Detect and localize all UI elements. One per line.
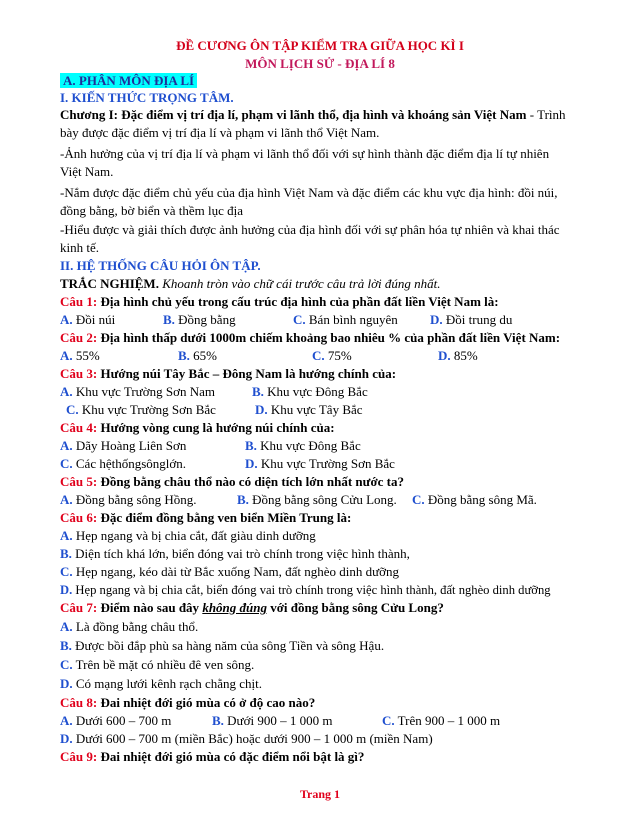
- option-letter: D.: [60, 583, 73, 597]
- question-number: Câu 9:: [60, 749, 98, 764]
- tn-label: TRẮC NGHIỆM.: [60, 276, 159, 291]
- q7-option-b[interactable]: [60, 638, 384, 654]
- option-letter: B.: [60, 638, 72, 653]
- q2-option-d[interactable]: [438, 348, 478, 364]
- q6-option-d[interactable]: [60, 582, 551, 598]
- question-number: Câu 4:: [60, 420, 98, 435]
- option-text: Khu vực Trường Sơn Bắc: [257, 456, 395, 471]
- q7-option-d[interactable]: [60, 676, 262, 692]
- q8-option-a[interactable]: [60, 713, 171, 729]
- option-text: 85%: [450, 348, 478, 363]
- option-text: Đồi trung du: [442, 312, 513, 327]
- doc-subtitle: MÔN LỊCH SỬ - ĐỊA LÍ 8: [245, 56, 395, 71]
- option-letter: D.: [438, 348, 451, 363]
- option-letter: C.: [60, 456, 73, 471]
- option-letter: A.: [60, 492, 73, 507]
- option-text: Khu vực Đông Bắc: [263, 384, 368, 399]
- question-text: Đai nhiệt đới gió mùa có đặc điểm nổi bật là gì?: [97, 749, 365, 764]
- option-letter: B.: [237, 492, 249, 507]
- point-3b: kinh tế.: [60, 240, 99, 255]
- question-number: Câu 8:: [60, 695, 98, 710]
- option-text: Đồng bằng sông Mã.: [424, 492, 537, 507]
- section-a-heading: [60, 73, 197, 89]
- option-text: Đồi núi: [72, 312, 116, 327]
- option-letter: C.: [66, 402, 79, 417]
- question-7: [60, 600, 444, 616]
- option-text: Bán bình nguyên: [305, 312, 398, 327]
- option-text: Đồng bằng sông Cửu Long.: [248, 492, 397, 507]
- option-letter: A.: [60, 528, 73, 543]
- q2-option-a[interactable]: [60, 348, 100, 364]
- option-letter: C.: [382, 713, 395, 728]
- option-text: Hẹp ngang và bị chia cắt, đất giàu dinh dưỡng: [72, 528, 316, 543]
- q3-option-c[interactable]: [66, 402, 216, 418]
- question-text-emphasis: không đúng: [202, 600, 267, 615]
- point-3a: -Hiểu được và giải thích được ảnh hưởng của địa hình đối với sự phân hóa tự nhiên và khai thác: [60, 222, 560, 237]
- question-5: [60, 474, 404, 490]
- question-number: Câu 7:: [60, 600, 98, 615]
- q1-option-b[interactable]: [163, 312, 236, 328]
- question-9: [60, 749, 364, 765]
- tn-line: [60, 276, 441, 292]
- question-2: [60, 330, 560, 346]
- q7-option-c[interactable]: [60, 657, 254, 673]
- question-number: Câu 2:: [60, 330, 98, 345]
- question-text: Đặc điểm đồng bằng ven biển Miền Trung là:: [97, 510, 352, 525]
- option-text: 55%: [72, 348, 100, 363]
- question-text: Hướng vòng cung là hướng núi chính của:: [97, 420, 335, 435]
- option-letter: C.: [293, 312, 306, 327]
- chapter-title: Chương I: Đặc điểm vị trí địa lí, phạm vi lãnh thổ, địa hình và khoáng sản Việt Nam: [60, 107, 527, 122]
- doc-title: ĐỀ CƯƠNG ÔN TẬP KIỂM TRA GIỮA HỌC KÌ I: [176, 38, 464, 53]
- option-text: Các hệthốngsônglớn.: [72, 456, 187, 471]
- option-text: Khu vực Trường Sơn Bắc: [78, 402, 216, 417]
- question-8: [60, 695, 315, 711]
- option-text: Đồng bằng sông Hồng.: [72, 492, 197, 507]
- option-letter: D.: [60, 676, 73, 691]
- page-number: Trang 1: [299, 787, 341, 801]
- q2-option-b[interactable]: [178, 348, 217, 364]
- q8-option-c[interactable]: [382, 713, 500, 729]
- option-letter: B.: [60, 546, 72, 561]
- q2-option-c[interactable]: [312, 348, 352, 364]
- question-text: Đồng bằng châu thổ nào có diện tích lớn nhất nước ta?: [97, 474, 405, 489]
- q4-option-a[interactable]: [60, 438, 186, 454]
- option-letter: D.: [245, 456, 258, 471]
- question-text: Địa hình chủ yếu trong cấu trúc địa hình của phần đất liền Việt Nam là:: [97, 294, 499, 309]
- option-text: Là đồng bằng châu thổ.: [72, 619, 199, 634]
- option-letter: A.: [60, 619, 73, 634]
- tn-instruction: Khoanh tròn vào chữ cái trước câu trả lời đúng nhất.: [158, 276, 441, 291]
- part1-heading: I. KIẾN THỨC TRỌNG TÂM.: [60, 90, 234, 105]
- option-text: Khu vực Tây Bắc: [267, 402, 363, 417]
- point-2a: -Nắm được đặc điểm chủ yếu của địa hình Việt Nam và đặc điểm các khu vực địa hình: đồi núi,: [60, 185, 558, 200]
- q3-option-b[interactable]: [252, 384, 368, 400]
- q3-option-d[interactable]: [255, 402, 363, 418]
- option-letter: C.: [60, 564, 73, 579]
- question-4: [60, 420, 335, 436]
- question-text-pre: Điểm nào sau đây: [97, 600, 203, 615]
- point-1b: Việt Nam.: [60, 164, 114, 179]
- question-text: Hướng núi Tây Bắc – Đông Nam là hướng chính của:: [97, 366, 397, 381]
- point-2b: đồng bằng, bờ biển và thềm lục địa: [60, 203, 244, 218]
- option-letter: C.: [412, 492, 425, 507]
- question-number: Câu 3:: [60, 366, 98, 381]
- option-letter: A.: [60, 312, 73, 327]
- chapter-rest: - Trình: [526, 107, 566, 122]
- q5-option-b[interactable]: [237, 492, 397, 508]
- q6-option-b[interactable]: [60, 546, 410, 562]
- option-text: Dãy Hoàng Liên Sơn: [72, 438, 187, 453]
- q6-option-a[interactable]: [60, 528, 316, 544]
- q5-option-c[interactable]: [412, 492, 537, 508]
- option-text: Trên bề mặt có nhiều đê ven sông.: [72, 657, 255, 672]
- option-letter: A.: [60, 384, 73, 399]
- section-a-label: A. PHÂN MÔN ĐỊA LÍ: [60, 73, 197, 88]
- option-text: Dưới 600 – 700 m (miền Bắc) hoặc dưới 900 – 1 000 m (miền Nam): [72, 731, 433, 746]
- option-text: Hẹp ngang, kéo dài từ Bắc xuống Nam, đất nghèo dinh dưỡng: [72, 564, 400, 579]
- option-letter: A.: [60, 348, 73, 363]
- question-3: [60, 366, 396, 382]
- option-letter: D.: [60, 731, 73, 746]
- question-number: Câu 6:: [60, 510, 98, 525]
- option-letter: C.: [60, 657, 73, 672]
- point-1a: -Ảnh hưởng của vị trí địa lí và phạm vi lãnh thổ đối với sự hình thành đặc điểm địa lí tự nhiên: [60, 146, 550, 161]
- question-text: Địa hình thấp dưới 1000m chiếm khoảng bao nhiêu % của phần đất liền Việt Nam:: [97, 330, 561, 345]
- question-1: [60, 294, 499, 310]
- q8-option-d[interactable]: [60, 731, 433, 747]
- q4-option-c[interactable]: [60, 456, 186, 472]
- q3-option-a[interactable]: [60, 384, 215, 400]
- q7-option-a[interactable]: [60, 619, 198, 635]
- option-text: Trên 900 – 1 000 m: [394, 713, 501, 728]
- option-letter: A.: [60, 713, 73, 728]
- option-letter: D.: [255, 402, 268, 417]
- option-text: Hẹp ngang và bị chia cắt, biển đóng vai trò chính trong việc hình thành, đất nghèo dinh dưỡng: [72, 583, 551, 597]
- question-number: Câu 5:: [60, 474, 98, 489]
- chapter-line-2: bày được đặc điểm vị trí địa lí và phạm vi lãnh thổ Việt Nam.: [60, 125, 380, 140]
- option-text: Dưới 600 – 700 m: [72, 713, 172, 728]
- option-letter: B.: [178, 348, 190, 363]
- chapter-line: [60, 107, 566, 123]
- q4-option-b[interactable]: [245, 438, 361, 454]
- option-text: 75%: [324, 348, 352, 363]
- option-letter: B.: [252, 384, 264, 399]
- option-letter: B.: [163, 312, 175, 327]
- q8-option-b[interactable]: [212, 713, 332, 729]
- option-letter: A.: [60, 438, 73, 453]
- option-letter: C.: [312, 348, 325, 363]
- option-letter: D.: [430, 312, 443, 327]
- question-6: [60, 510, 351, 526]
- q1-option-c[interactable]: [293, 312, 398, 328]
- question-text-post: với đồng bằng sông Cửu Long?: [266, 600, 444, 615]
- q4-option-d[interactable]: [245, 456, 395, 472]
- option-text: Có mạng lưới kênh rạch chằng chịt.: [72, 676, 263, 691]
- question-text: Đai nhiệt đới gió mùa có ở độ cao nào?: [97, 695, 316, 710]
- q5-option-a[interactable]: [60, 492, 197, 508]
- option-text: Đồng bằng: [174, 312, 236, 327]
- option-letter: B.: [245, 438, 257, 453]
- q1-option-d[interactable]: [430, 312, 512, 328]
- option-text: Được bồi đắp phù sa hàng năm của sông Tiền và sông Hậu.: [71, 638, 385, 653]
- question-number: Câu 1:: [60, 294, 98, 309]
- option-text: Khu vực Đông Bắc: [256, 438, 361, 453]
- q6-option-c[interactable]: [60, 564, 399, 580]
- option-text: Diện tích khá lớn, biển đóng vai trò chính trong việc hình thành,: [71, 546, 410, 561]
- part2-heading: II. HỆ THỐNG CÂU HỎI ÔN TẬP.: [60, 258, 261, 273]
- q1-option-a[interactable]: [60, 312, 115, 328]
- option-text: Dưới 900 – 1 000 m: [223, 713, 333, 728]
- option-text: 65%: [189, 348, 218, 363]
- option-text: Khu vực Trường Sơn Nam: [72, 384, 215, 399]
- option-letter: B.: [212, 713, 224, 728]
